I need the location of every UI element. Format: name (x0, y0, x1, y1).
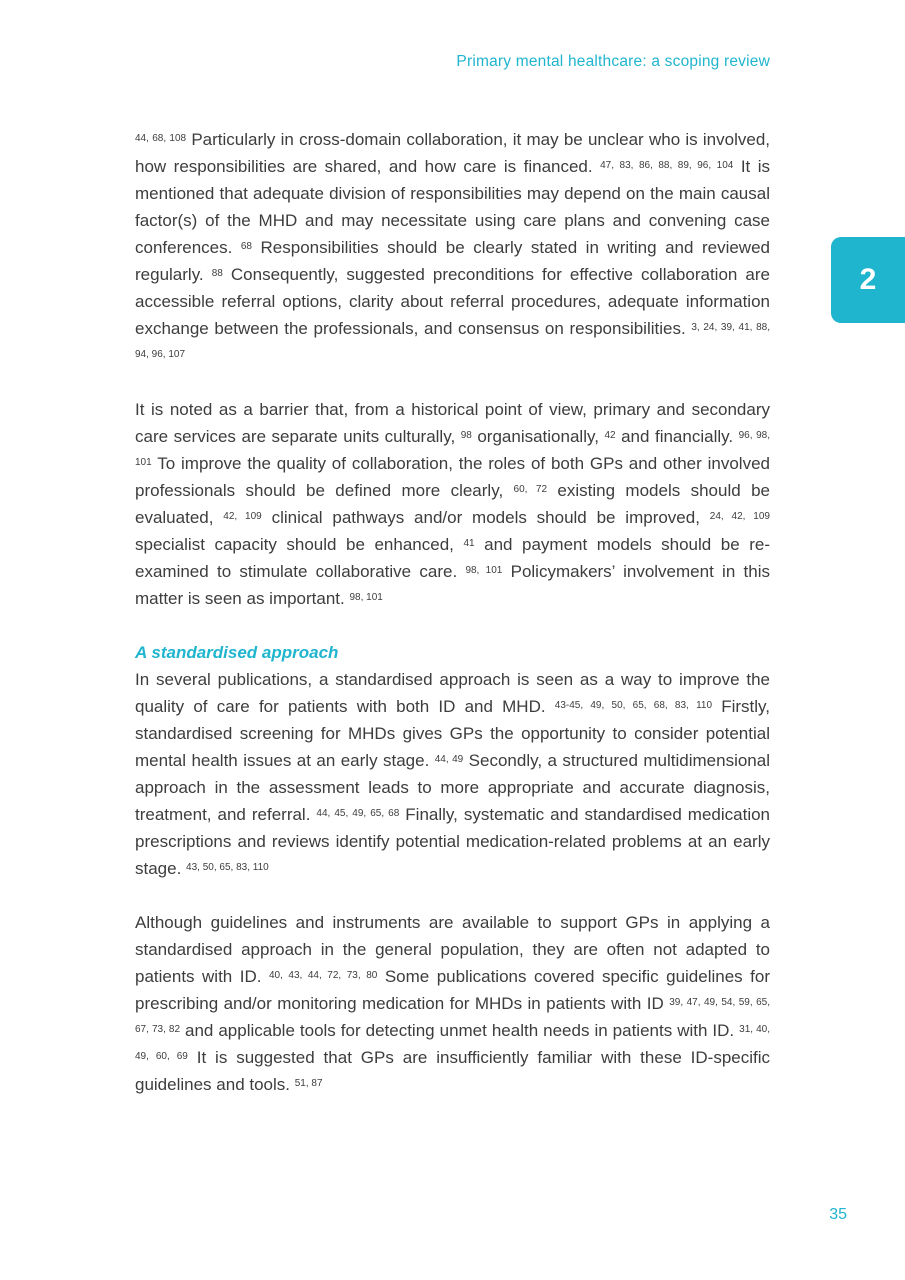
citation-superscript: 41 (463, 537, 475, 549)
citation-superscript: 98, 101 (465, 564, 503, 576)
citation-superscript: 43, 50, 65, 83, 110 (186, 861, 269, 873)
citation-superscript: 40, 43, 44, 72, 73, 80 (268, 969, 378, 981)
paragraph: $^{44, 68, 108}$ Particularly in cross-domain collaboration, it may be unclear who is involved, how responsibilities are shared, and how care is financed. $^{47, 83, 86, 88, 89, 96, 104}$ It is mentioned that adequate division of responsibilities may depend on the main causal factor(s) of the MHD and may necessitate using care plans and convening case conferences. $^{68}$ Responsibilities should be clearly stated in writing and reviewed regularly. $^{88}$ Consequently, suggested preconditions for effective collaboration are accessible referral options, clarity about referral procedures, adequate information exchange between the professionals, and consensus on responsibilities. $^{3, 24, 39, 41, 88, 94, 96, 107}$ (135, 130, 771, 360)
paragraph: It is noted as a barrier that, from a historical point of view, primary and secondary care services are separate units culturally, $^{98}$ organisationally, $^{42}$ and financially. $^{96, 98, 101}$ To improve the quality of collaboration, the roles of both GPs and other involved professionals should be defined more clearly, $^{60, 72}$ existing models should be evaluated, $^{42, 109}$ clinical pathways and/or models should be improved, $^{24, 42, 109}$ specialist capacity should be enhanced, $^{41}$ and payment models should be re-examined to stimulate collaborative care. $^{98, 101}$ Policymakers’ involvement in this matter is seen as important. $^{98, 101}$ (135, 400, 770, 608)
citation-superscript: 88 (211, 267, 223, 279)
citation-superscript: 24, 42, 109 (709, 510, 770, 522)
citation-superscript: 44, 45, 49, 65, 68 (316, 807, 400, 819)
citation-superscript: 42, 109 (223, 510, 262, 522)
citation-superscript: 68 (240, 240, 252, 252)
citation-superscript: 3, 24, 39, 41, 88, 94, 96, 107 (135, 321, 770, 360)
section-heading: A standardised approach (135, 643, 339, 662)
chapter-number: 2 (859, 263, 877, 296)
citation-superscript: 39, 47, 49, 54, 59, 65, 67, 73, 82 (135, 996, 770, 1035)
citation-superscript: 60, 72 (513, 483, 548, 495)
citation-superscript: 47, 83, 86, 88, 89, 96, 104 (600, 159, 734, 171)
citation-superscript: 44, 49 (434, 753, 464, 765)
citation-superscript: 43-45, 49, 50, 65, 68, 83, 110 (554, 699, 713, 711)
chapter-tab (831, 237, 905, 323)
citation-superscript: 44, 68, 108 (135, 132, 187, 144)
running-header: Primary mental healthcare: a scoping review (456, 53, 770, 70)
paragraph: In several publications, a standardised approach is seen as a way to improve the quality of care for patients with both ID and MHD. $^{43-45, 49, 50, 65, 68, 83, 110}$ Firstly, standardised screening for MHDs gives GPs the opportunity to consider potential mental health issues at an early stage. $^{44, 49}$ Secondly, a structured multidimensional approach in the assessment leads to more appropriate and accurate diagnosis, treatment, and referral. $^{44, 45, 49, 65, 68}$ Finally, systematic and standardised medication prescriptions and reviews identify potential medication-related problems at an early stage. $^{43, 50, 65, 83, 110}$ (135, 670, 771, 878)
citation-superscript: 96, 98, 101 (135, 429, 770, 468)
citation-superscript: 42 (604, 429, 616, 441)
citation-superscript: 98 (460, 429, 472, 441)
citation-superscript: 31, 40, 49, 60, 69 (135, 1023, 770, 1062)
page-content (135, 126, 770, 1125)
citation-superscript: 98, 101 (349, 591, 383, 603)
paragraph: Although guidelines and instruments are available to support GPs in applying a standardised approach in the general population, they are often not adapted to patients with ID. $^{40, 43, 44, 72, 73, 80}$ Some publications covered specific guidelines for prescribing and/or monitoring medication for MHDs in patients with ID $^{39, 47, 49, 54, 59, 65, 67, 73, 82}$ and applicable tools for detecting unmet health needs in patients with ID. $^{31, 40, 49, 60, 69}$ It is suggested that GPs are insufficiently familiar with these ID-specific guidelines and tools. $^{51, 87}$ (135, 913, 771, 1094)
page-number: 35 (829, 1206, 847, 1223)
citation-superscript: 51, 87 (294, 1077, 323, 1089)
